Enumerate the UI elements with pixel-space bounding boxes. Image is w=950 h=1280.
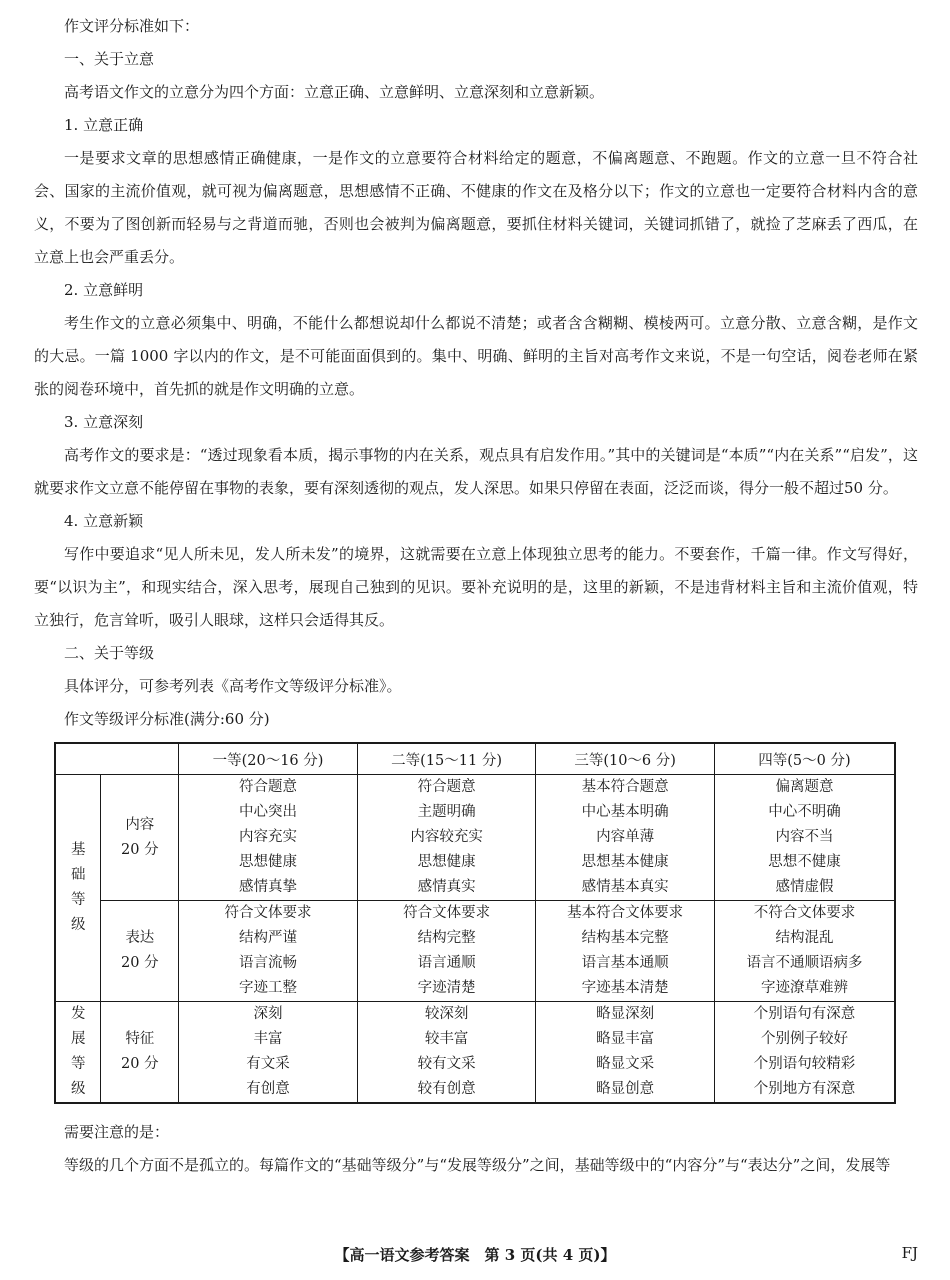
note-title: 需要注意的是： <box>64 1123 170 1141</box>
table-caption: 作文等级评分标准(满分:60 分) <box>64 710 270 728</box>
feature-grade-4: 个别语句有深意 个别例子较好 个别语句较精彩 个别地方有深意 <box>714 1002 895 1104</box>
content-grade-1: 符合题意 中心突出 内容充实 思想健康 感情真挚 <box>179 775 358 901</box>
point-3-text: 高考作文的要求是：“透过现象看本质，揭示事物的内在关系，观点具有启发作用。”其中的关键词是“本质”“内在关系”“启发”，这就要求作文立意不能停留在事物的表象，要有深刻透彻的观点，发人深思。如果只停留在表面，泛泛而谈，得分一般不超过50 分。 <box>34 446 918 497</box>
page-body <box>34 10 918 1182</box>
feature-row <box>55 1002 895 1104</box>
note-text: 等级的几个方面不是孤立的。每篇作文的“基础等级分”与“发展等级分”之间，基础等级中的“内容分”与“表达分”之间，发展等 <box>64 1156 891 1174</box>
expression-row <box>55 901 895 1002</box>
point-1-text: 一是要求文章的思想感情正确健康，一是作文的立意要符合材料给定的题意，不偏离题意、不跑题。作文的立意一旦不符合社会、国家的主流价值观，就可视为偏离题意，思想感情不正确、不健康的作文在及格分以下；作文的立意也一定要符合材料内含的意义，不要为了图创新而轻易与之背道而驰，否则也会被判为偏离题意，要抓住材料关键词，关键词抓错了，就捡了芝麻丢了西瓜，在立意上也会严重丢分。 <box>34 149 918 266</box>
feature-grade-2: 较深刻 较丰富 较有文采 较有创意 <box>357 1002 536 1104</box>
section-1-intro: 高考语文作文的立意分为四个方面：立意正确、立意鲜明、立意深刻和立意新颖。 <box>64 83 605 101</box>
basic-level-label: 基 础 等 级 <box>55 775 101 1002</box>
point-2-title: 2. 立意鲜明 <box>64 281 144 299</box>
point-1-title: 1. 立意正确 <box>64 116 144 134</box>
table-header-row <box>55 743 895 775</box>
feature-label: 特征 20 分 <box>101 1002 179 1104</box>
content-grade-3: 基本符合题意 中心基本明确 内容单薄 思想基本健康 感情基本真实 <box>536 775 715 901</box>
intro-text: 作文评分标准如下： <box>64 17 200 35</box>
grade-2-header: 二等(15～11 分) <box>357 743 536 775</box>
expression-label: 表达 20 分 <box>101 901 179 1002</box>
section-1-title: 一、关于立意 <box>64 50 155 68</box>
corner-cell <box>55 743 179 775</box>
grade-1-header: 一等(20～16 分) <box>179 743 358 775</box>
expression-grade-4: 不符合文体要求 结构混乱 语言不通顺语病多 字迹潦草难辨 <box>714 901 895 1002</box>
section-2-title: 二、关于等级 <box>64 644 155 662</box>
expression-grade-3: 基本符合文体要求 结构基本完整 语言基本通顺 字迹基本清楚 <box>536 901 715 1002</box>
grade-3-header: 三等(10～6 分) <box>536 743 715 775</box>
page-footer: 【高一语文参考答案 第 3 页(共 4 页)】 <box>334 1246 616 1264</box>
grade-4-header: 四等(5～0 分) <box>714 743 895 775</box>
grading-table <box>54 742 896 1104</box>
point-3-title: 3. 立意深刻 <box>64 413 144 431</box>
feature-grade-1: 深刻 丰富 有文采 有创意 <box>179 1002 358 1104</box>
expression-grade-2: 符合文体要求 结构完整 语言通顺 字迹清楚 <box>357 901 536 1002</box>
footer-code: FJ <box>901 1244 918 1262</box>
section-2-text: 具体评分，可参考列表《高考作文等级评分标准》。 <box>64 677 402 695</box>
point-2-text: 考生作文的立意必须集中、明确，不能什么都想说却什么都说不清楚；或者含含糊糊、模棱两可。立意分散、立意含糊，是作文的大忌。一篇 1000 字以内的作文，是不可能面面俱到的。集中、明确、鲜明的主旨对高考作文来说，不是一句空话，阅卷老师在紧张的阅卷环境中，首先抓的就是作文明确的立意。 <box>34 314 918 398</box>
content-grade-2: 符合题意 主题明确 内容较充实 思想健康 感情真实 <box>357 775 536 901</box>
point-4-text: 写作中要追求“见人所未见，发人所未发”的境界，这就需要在立意上体现独立思考的能力。不要套作，千篇一律。作文写得好，要“以识为主”，和现实结合，深入思考，展现自己独到的见识。要补充说明的是，这里的新颖，不是违背材料主旨和主流价值观，特立独行，危言耸听，吸引人眼球，这样只会适得其反。 <box>34 545 918 629</box>
content-grade-4: 偏离题意 中心不明确 内容不当 思想不健康 感情虚假 <box>714 775 895 901</box>
point-4-title: 4. 立意新颖 <box>64 512 144 530</box>
content-row <box>55 775 895 901</box>
development-level-label: 发 展 等 级 <box>55 1002 101 1104</box>
expression-grade-1: 符合文体要求 结构严谨 语言流畅 字迹工整 <box>179 901 358 1002</box>
feature-grade-3: 略显深刻 略显丰富 略显文采 略显创意 <box>536 1002 715 1104</box>
content-label: 内容 20 分 <box>101 775 179 901</box>
